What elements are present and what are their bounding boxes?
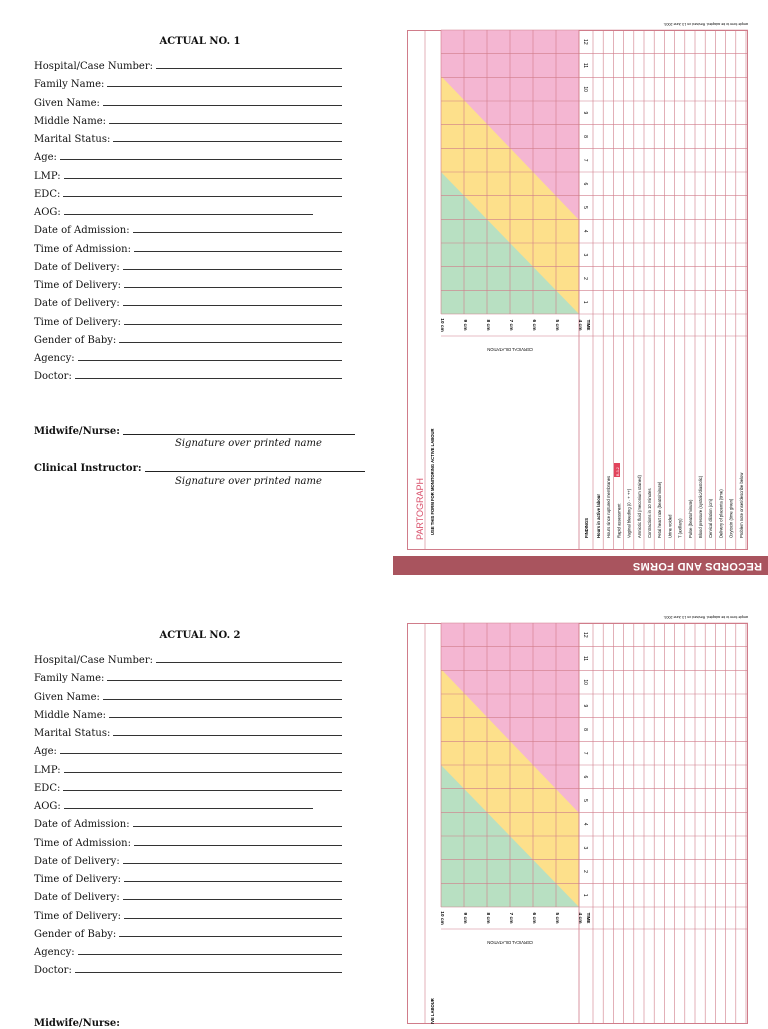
field-underline[interactable]	[134, 251, 342, 252]
finding-label: Problem note onset/describe below	[738, 472, 744, 538]
field-underline[interactable]	[123, 899, 342, 900]
dilation-label: 6 cm	[531, 319, 536, 331]
field-label: Marital Status:	[34, 134, 111, 145]
hour-label: 3	[582, 253, 588, 257]
field-label: LMP:	[34, 170, 61, 182]
finding-label: Cervical dilation (cm)	[708, 498, 714, 538]
form-field-row[interactable]	[34, 368, 342, 382]
field-underline[interactable]	[156, 68, 342, 69]
hour-label: 9	[582, 111, 588, 115]
form-field-row[interactable]	[34, 222, 342, 236]
finding-label: Hours in active labour	[596, 494, 601, 538]
form-field-row[interactable]	[34, 853, 342, 867]
hour-label: 1	[582, 300, 588, 304]
field-label: Time of Admission:	[34, 837, 131, 849]
field-underline[interactable]	[133, 826, 342, 827]
field-underline[interactable]	[64, 214, 313, 215]
form-field-row[interactable]	[34, 131, 342, 145]
time-label: TIME	[586, 319, 591, 331]
form-field-row[interactable]	[34, 113, 342, 127]
instructor-signature-line[interactable]	[34, 463, 365, 474]
form-field-row[interactable]	[34, 798, 313, 812]
form-field-row[interactable]	[34, 58, 342, 72]
hour-label: 4	[582, 229, 588, 233]
form-field-row[interactable]	[34, 204, 313, 218]
finding-label: Blood pressure (systolic/diastolic)	[698, 475, 703, 538]
dilation-axis-label: CERVICAL DILATATION	[487, 347, 533, 352]
finding-label: Hours since ruptured membranes	[606, 475, 612, 538]
hour-label: 3	[582, 846, 588, 850]
form-field-row[interactable]	[34, 332, 342, 346]
field-underline[interactable]	[75, 378, 342, 379]
dilation-label: 5 cm	[554, 319, 559, 331]
field-label: Time of Delivery:	[34, 874, 122, 885]
field-underline[interactable]	[64, 772, 342, 773]
field-underline[interactable]	[156, 662, 342, 663]
dilation-label: 9 cm	[462, 912, 467, 924]
dilation-axis-label: CERVICAL DILATATION	[487, 940, 533, 945]
hour-label: 2	[582, 277, 588, 280]
finding-label: Urine voided	[667, 514, 673, 538]
hour-label: 5	[582, 799, 588, 802]
field-label: Time of Delivery:	[34, 280, 122, 291]
field-label: AOG:	[34, 801, 61, 812]
field-underline[interactable]	[103, 699, 342, 700]
hour-label: 1	[582, 893, 588, 897]
field-underline[interactable]	[119, 936, 342, 937]
field-label: Date of Delivery:	[34, 892, 120, 904]
field-label: Family Name:	[34, 79, 105, 91]
sample-note: Sample form to be adapted. Revised on 13 June 2003.	[663, 615, 748, 619]
field-underline[interactable]	[78, 360, 342, 361]
field-label: Date of Admission:	[34, 819, 130, 831]
form-field-row[interactable]	[34, 889, 342, 903]
field-label: Date of Delivery:	[34, 298, 120, 310]
hour-label: 11	[582, 655, 588, 662]
form-field-row[interactable]	[34, 277, 342, 291]
finding-label: Pulse (beats/minute)	[687, 499, 693, 538]
hour-label: 10	[582, 679, 588, 685]
rapid-assessment-badge-text: B-3-2	[616, 467, 620, 476]
form-field-row[interactable]	[34, 835, 342, 849]
field-underline[interactable]	[109, 717, 342, 718]
form-field-row[interactable]	[34, 743, 342, 757]
field-label: Middle Name:	[34, 709, 107, 721]
form-field-row[interactable]	[34, 962, 342, 976]
finding-label: Oxytocin (time given)	[728, 498, 734, 538]
field-underline[interactable]	[119, 342, 342, 343]
form-field-row[interactable]	[34, 259, 342, 273]
field-underline[interactable]	[123, 305, 342, 306]
field-underline[interactable]	[124, 287, 342, 288]
section-banner	[393, 556, 768, 575]
field-label: Time of Admission:	[34, 243, 131, 255]
dilation-label: 7 cm	[508, 912, 513, 924]
field-label: Given Name:	[34, 691, 100, 703]
field-underline[interactable]	[63, 196, 342, 197]
hour-label: 12	[582, 39, 588, 45]
form-field-row[interactable]	[34, 725, 342, 739]
field-underline[interactable]	[103, 105, 342, 106]
form-field-row[interactable]	[34, 350, 342, 364]
signature-caption: Signature over printed name	[175, 476, 322, 487]
form-field-row[interactable]	[34, 762, 342, 776]
form-field-row[interactable]	[34, 816, 342, 830]
form-field-row[interactable]	[34, 707, 342, 721]
form-field-row[interactable]	[34, 241, 342, 255]
midwife-label: Midwife/Nurse:	[34, 1018, 120, 1029]
field-label: Given Name:	[34, 97, 100, 109]
partograph-title: PARTOGRAPH	[415, 477, 425, 540]
field-label: Hospital/Case Number:	[34, 655, 154, 666]
midwife-signature-line[interactable]	[34, 426, 355, 437]
dilation-label: 6 cm	[531, 912, 536, 924]
dilation-label: 4 cm	[577, 912, 582, 924]
hour-label: 8	[582, 135, 588, 138]
time-label: TIME	[586, 912, 591, 924]
field-underline[interactable]	[113, 141, 342, 142]
form-title: ACTUAL NO. 2	[159, 630, 241, 641]
instructor-label: Clinical Instructor:	[34, 463, 142, 474]
form-field-row[interactable]	[34, 871, 342, 885]
signature-caption: Signature over printed name	[175, 438, 322, 449]
form-field-row[interactable]	[34, 314, 342, 328]
form-field-row[interactable]	[34, 689, 342, 703]
field-label: Hospital/Case Number:	[34, 61, 154, 72]
form-field-row[interactable]	[34, 670, 342, 684]
partograph-subtitle: USE THIS FORM FOR MONITORING ACTIVE LABOUR	[430, 428, 435, 535]
field-label: Family Name:	[34, 673, 105, 685]
field-label: Agency:	[34, 353, 75, 364]
hour-label: 2	[582, 870, 588, 873]
form-field-row[interactable]	[34, 908, 342, 922]
hour-label: 9	[582, 704, 588, 708]
field-label: Middle Name:	[34, 115, 107, 127]
field-label: Doctor:	[34, 965, 72, 977]
form-title: ACTUAL NO. 1	[159, 36, 241, 47]
field-label: AOG:	[34, 207, 61, 218]
field-underline[interactable]	[75, 972, 342, 973]
finding-label: Rapid assessment	[616, 503, 622, 538]
form-field-row[interactable]	[34, 780, 342, 794]
field-label: Gender of Baby:	[34, 928, 117, 940]
hour-label: 12	[582, 632, 588, 638]
form-field-row[interactable]	[34, 76, 342, 90]
field-label: Doctor:	[34, 371, 72, 383]
findings-header: FINDINGS	[584, 517, 589, 538]
field-label: Date of Delivery:	[34, 261, 120, 273]
form-field-row[interactable]	[34, 186, 342, 200]
hour-label: 4	[582, 822, 588, 826]
hour-label: 7	[582, 158, 588, 162]
hour-label: 5	[582, 206, 588, 209]
field-underline[interactable]	[64, 178, 342, 179]
form-field-row[interactable]	[34, 149, 342, 163]
field-label: Agency:	[34, 947, 75, 958]
field-underline[interactable]	[124, 918, 342, 919]
dilation-label: 7 cm	[508, 319, 513, 331]
field-label: Date of Admission:	[34, 225, 130, 237]
hour-label: 11	[582, 62, 588, 69]
partograph-subtitle: IVE LABOUR	[430, 998, 435, 1024]
field-label: LMP:	[34, 764, 61, 776]
midwife-label: Midwife/Nurse:	[34, 426, 120, 437]
field-underline[interactable]	[63, 790, 342, 791]
dilation-label: 9 cm	[462, 319, 467, 331]
field-label: EDC:	[34, 782, 61, 794]
finding-label: Delivery of placenta (time)	[718, 489, 724, 538]
form-field-row[interactable]	[34, 95, 342, 109]
field-underline[interactable]	[107, 86, 342, 87]
partograph-1	[407, 20, 748, 554]
hour-label: 8	[582, 728, 588, 731]
field-label: Time of Delivery:	[34, 316, 122, 328]
finding-label: Contractions in 10 minutes	[647, 488, 652, 538]
field-underline[interactable]	[124, 881, 342, 882]
field-label: Marital Status:	[34, 728, 111, 739]
field-underline[interactable]	[123, 863, 342, 864]
dilation-label: 8 cm	[485, 912, 490, 924]
field-underline[interactable]	[60, 753, 342, 754]
partograph-chart	[407, 20, 748, 550]
partograph-chart	[407, 613, 748, 1024]
form-field-row[interactable]	[34, 926, 342, 940]
field-underline[interactable]	[124, 324, 342, 325]
field-label: Age:	[34, 152, 57, 164]
dilation-label: 8 cm	[485, 319, 490, 331]
field-underline[interactable]	[133, 232, 342, 233]
field-underline[interactable]	[109, 123, 342, 124]
sample-note: Sample form to be adapted. Revised on 13 June 2003.	[663, 22, 748, 26]
field-underline[interactable]	[113, 735, 342, 736]
hour-label: 10	[582, 86, 588, 92]
finding-label: Fetal heart rate (beats/minute)	[657, 481, 663, 538]
dilation-label: 10 cm	[439, 318, 444, 332]
dilation-label: 4 cm	[577, 319, 582, 331]
form-field-row[interactable]	[34, 944, 342, 958]
field-label: Time of Delivery:	[34, 910, 122, 922]
dilation-label: 10 cm	[439, 911, 444, 925]
field-underline[interactable]	[123, 269, 342, 270]
field-label: Date of Delivery:	[34, 855, 120, 867]
field-label: Gender of Baby:	[34, 334, 117, 346]
banner-text: RECORDS AND FORMS	[632, 560, 762, 572]
field-underline[interactable]	[60, 159, 342, 160]
form-field-row[interactable]	[34, 295, 342, 309]
dilation-label: 5 cm	[554, 912, 559, 924]
field-underline[interactable]	[78, 954, 342, 955]
form-field-row[interactable]	[34, 652, 342, 666]
field-underline[interactable]	[107, 680, 342, 681]
field-label: EDC:	[34, 188, 61, 200]
field-underline[interactable]	[134, 845, 342, 846]
finding-label: Vaginal bleeding (0 · + ++)	[626, 488, 632, 538]
field-underline[interactable]	[64, 808, 313, 809]
partograph-2	[407, 613, 748, 1028]
form-field-row[interactable]	[34, 168, 342, 182]
field-label: Age:	[34, 746, 57, 758]
finding-label: Amniotic fluid (meconium stained)	[636, 475, 642, 538]
finding-label: T (axillary)	[677, 518, 683, 538]
hour-label: 7	[582, 751, 588, 755]
hour-label: 6	[582, 182, 588, 186]
hour-label: 6	[582, 775, 588, 779]
